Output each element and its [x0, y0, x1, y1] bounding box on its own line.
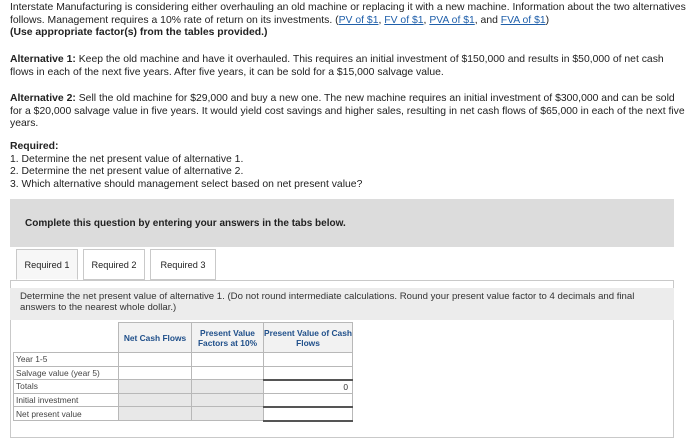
npv-table — [13, 322, 353, 422]
table-row — [14, 366, 353, 380]
initial-pv-factor — [192, 393, 264, 407]
input-year-pv-factor[interactable] — [192, 353, 264, 367]
table-row — [14, 407, 353, 421]
complete-question-text: Complete this question by entering your answers in the tabs below. — [25, 218, 346, 229]
link-pv-of-1[interactable]: PV of $1 — [338, 14, 379, 26]
alt1-label: Alternative 1: — [10, 54, 76, 65]
required-1-instruction: Determine the net present value of alternative 1. (Do not round intermediate calculations. Round your present value factor to 4 decimals and final answers to the nearest whole dollar.) — [10, 288, 674, 320]
required-item-3: 3. Which alternative should management select based on net present value? — [10, 178, 363, 190]
npv-pv-factor — [192, 407, 264, 421]
tab-required-1[interactable]: Required 1 — [16, 249, 78, 280]
table-row — [14, 380, 353, 394]
input-salvage-pv-factor[interactable] — [192, 366, 264, 380]
intro-instruction: (Use appropriate factor(s) from the tables provided.) — [10, 27, 268, 39]
table-header-row — [14, 323, 353, 353]
row-label-year-1-5: Year 1-5 — [14, 353, 119, 367]
totals-present-value — [264, 380, 353, 394]
header-net-cash-flows: Net Cash Flows — [119, 323, 192, 353]
alt2-text: Sell the old machine for $29,000 and buy a new one. The new machine requires an initial investment of $300,000 and can be sold for a $20,000 salvage value in five years. It would yield cost savings and higher sales, resulting in net cash flows of $65,000 in each of the next five years. — [10, 93, 685, 130]
input-salvage-net-cash-flows[interactable] — [119, 366, 192, 380]
table-row — [14, 393, 353, 407]
alternative-2 — [10, 93, 686, 131]
alternative-1 — [10, 54, 686, 79]
input-year-present-value[interactable] — [264, 353, 353, 367]
required-item-1: 1. Determine the net present value of alternative 1. — [10, 153, 244, 165]
alt1-text: Keep the old machine and have it overhauled. This requires an initial investment of $150,000 and results in $50,000 of net cash flows in each of the next five years. After five years, it can be sold for a $15,000 salvage value. — [10, 54, 664, 78]
link-pva-of-1[interactable]: PVA of $1 — [429, 14, 475, 26]
link-fva-of-1[interactable]: FVA of $1 — [500, 14, 546, 26]
npv-net-cash-flows — [119, 407, 192, 421]
intro-text: Interstate Manufacturing is considering either overhauling an old machine or replacing it with a new machine. Information about the two alternatives follows. Management requires a 10% rate of return on its investments. ( — [10, 2, 686, 26]
row-label-net-present-value: Net present value — [14, 407, 119, 421]
input-salvage-present-value[interactable] — [264, 366, 353, 380]
required-item-2: 2. Determine the net present value of alternative 2. — [10, 166, 244, 178]
row-label-salvage: Salvage value (year 5) — [14, 366, 119, 380]
header-pv-factors: Present Value Factors at 10% — [192, 323, 264, 353]
row-label-initial-investment: Initial investment — [14, 393, 119, 407]
header-blank — [14, 323, 119, 353]
totals-net-cash-flows — [119, 380, 192, 394]
tab-required-2[interactable]: Required 2 — [83, 249, 145, 280]
input-net-present-value[interactable] — [264, 407, 353, 421]
tab-required-3[interactable]: Required 3 — [150, 249, 216, 280]
complete-question-banner — [10, 199, 674, 247]
input-initial-investment[interactable] — [264, 393, 353, 407]
totals-value: 0 — [343, 381, 348, 392]
table-row — [14, 353, 353, 367]
row-label-totals: Totals — [14, 380, 119, 394]
intro-paragraph: Interstate Manufacturing is considering either overhauling an old machine or replacing it with a new machine. Information about the two alternatives follows. Management requires a 10% rate of return on its investments. (PV of $1, FV of $1, PVA of $1, and FVA of $1) (Use appropriate factor(s) from the tables provided.) — [10, 2, 686, 39]
required-heading: Required: — [10, 141, 59, 152]
header-pv-cash-flows: Present Value of Cash Flows — [264, 323, 353, 353]
input-year-net-cash-flows[interactable] — [119, 353, 192, 367]
required-section — [10, 141, 686, 191]
link-fv-of-1[interactable]: FV of $1 — [384, 14, 424, 26]
alt2-label: Alternative 2: — [10, 93, 76, 104]
totals-pv-factor — [192, 380, 264, 394]
initial-net-cash-flows — [119, 393, 192, 407]
